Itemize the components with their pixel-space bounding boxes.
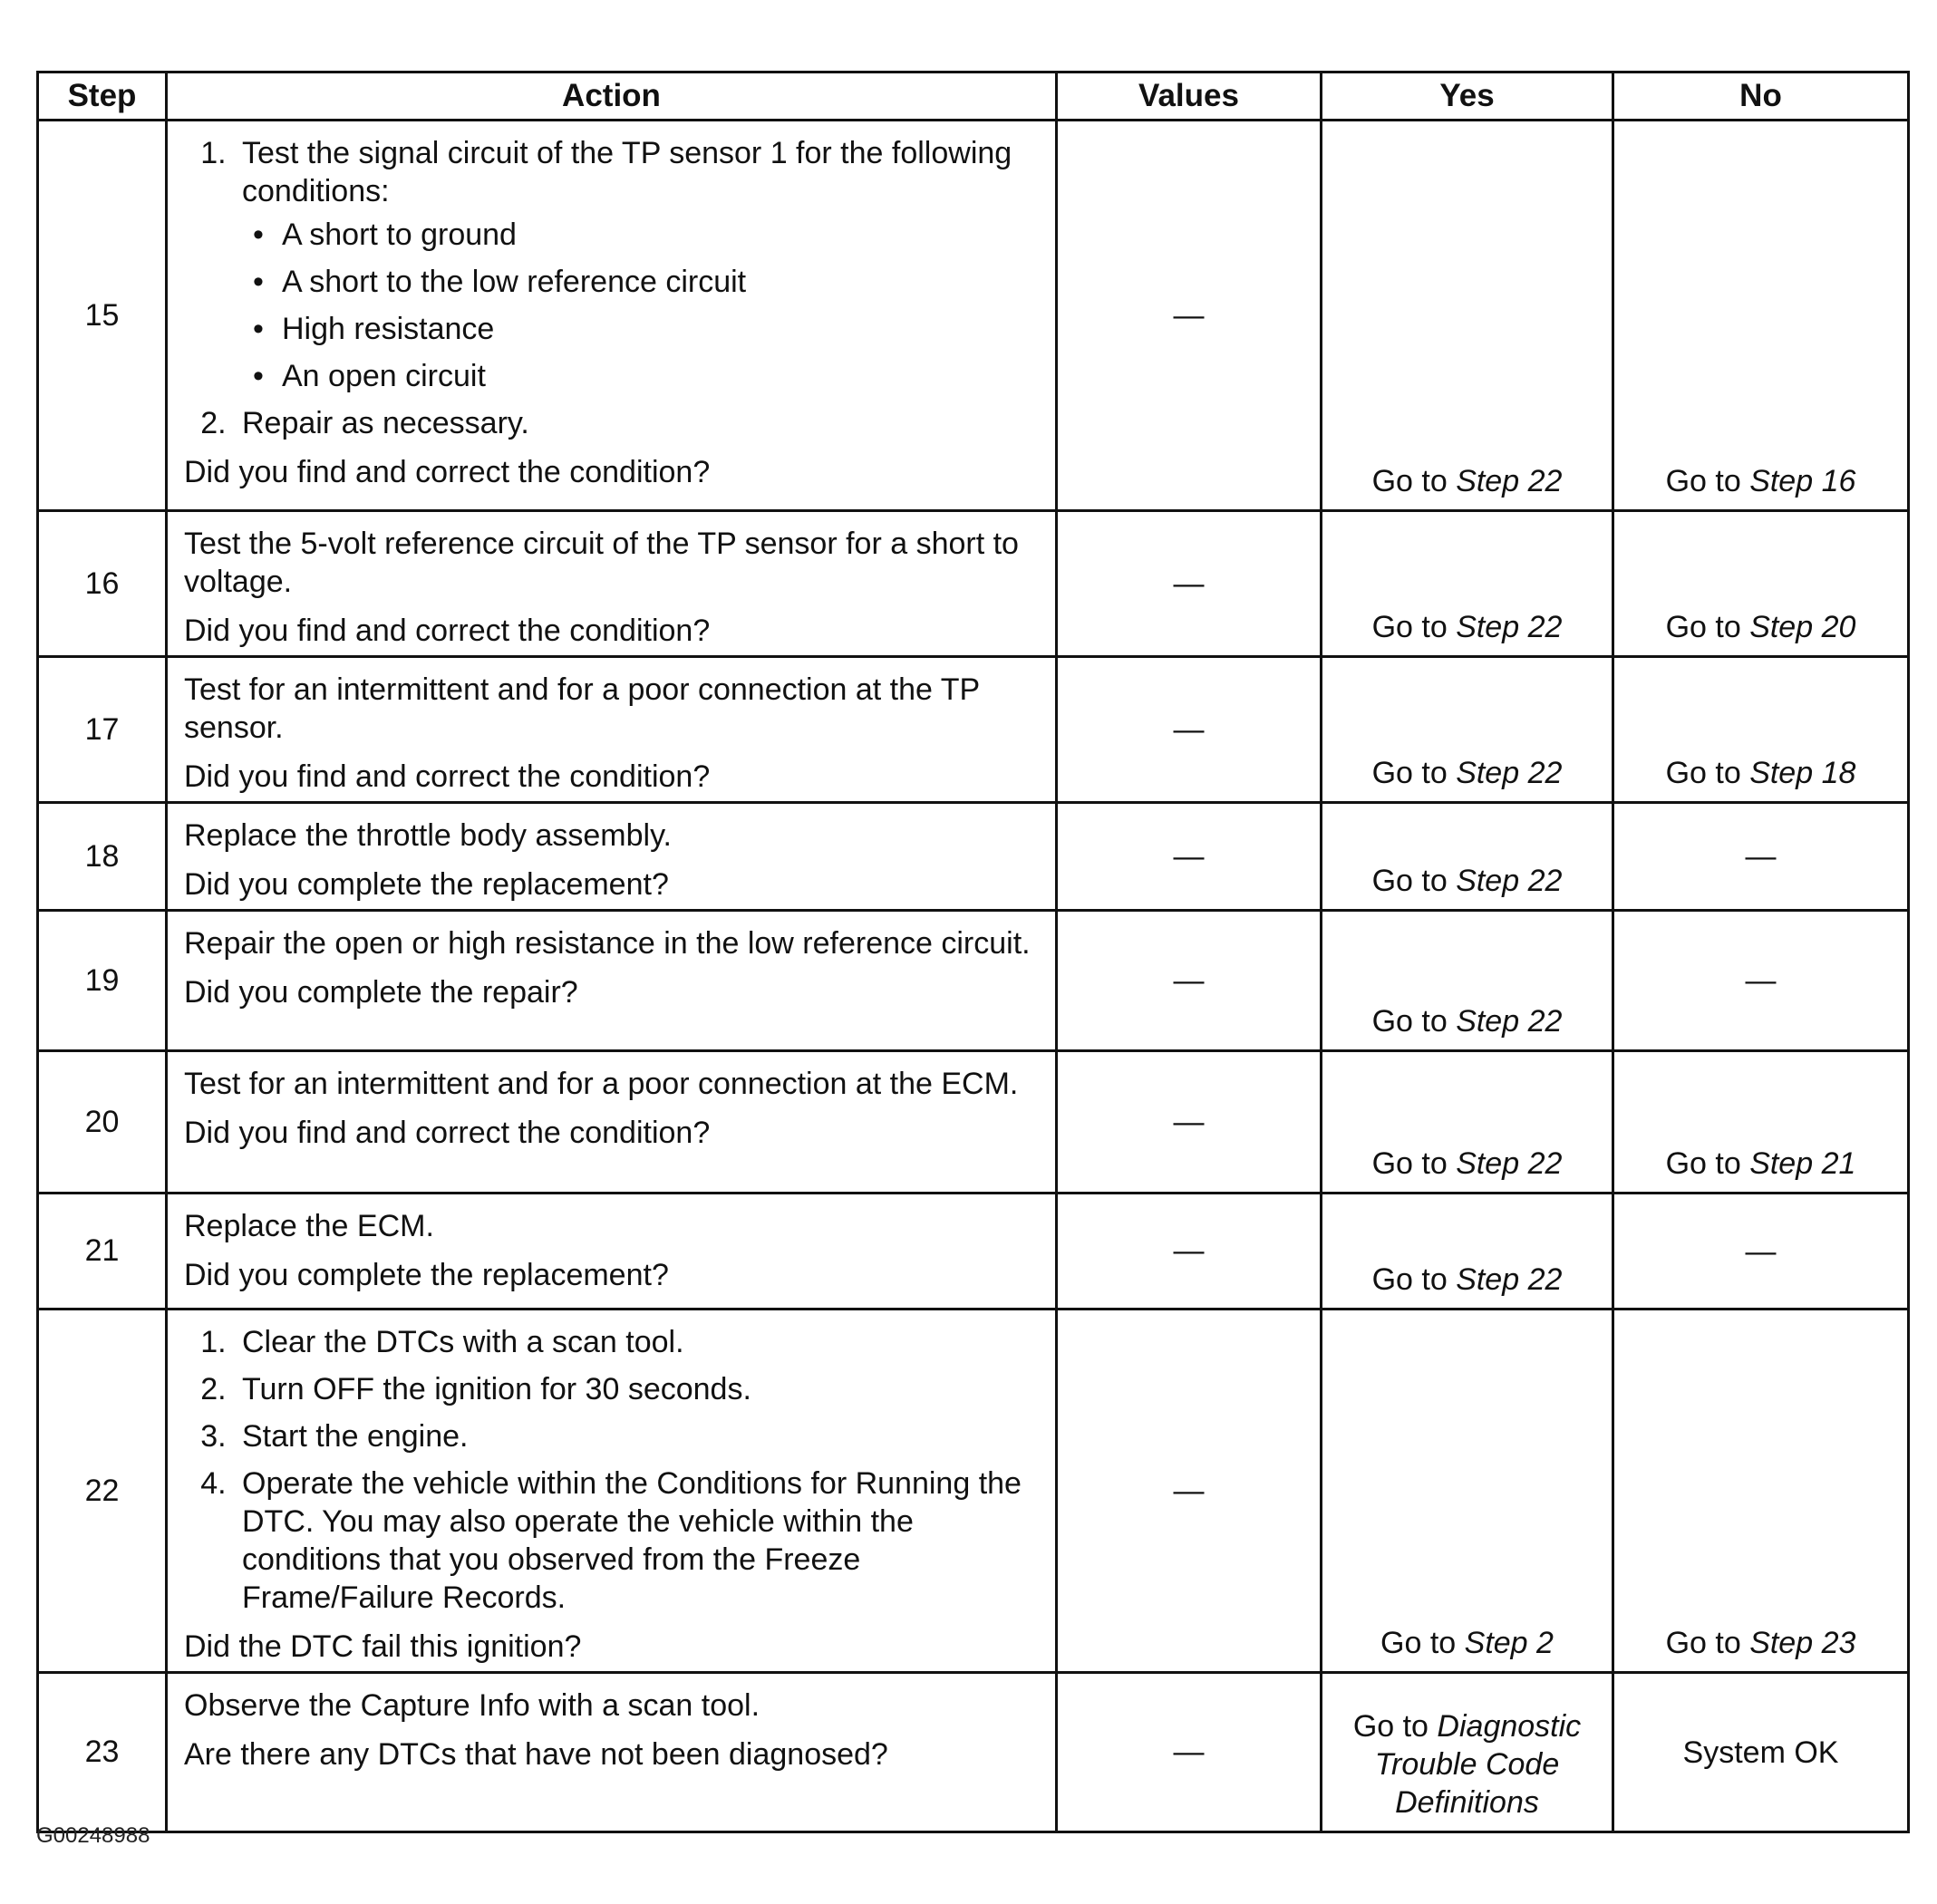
diagnostic-table — [36, 71, 1910, 1833]
goto-prefix: Go to — [1665, 756, 1750, 790]
goto-prefix: Go to — [1371, 756, 1457, 790]
yes-cell — [1322, 911, 1613, 1051]
action-question: Did the DTC fail this ignition? — [184, 1629, 582, 1664]
action-question: Did you complete the replacement? — [184, 867, 669, 902]
values-cell: — — [1057, 121, 1322, 511]
action-cell — [167, 1310, 1057, 1673]
outcome-text: — — [1745, 839, 1777, 874]
action-text: Test for an intermittent and for a poor connection at the ECM. — [184, 1067, 1019, 1101]
action-steps-list — [184, 134, 1041, 442]
goto-prefix: Go to — [1380, 1626, 1465, 1660]
step-reference: Step 22 — [1456, 1146, 1563, 1181]
figure-id: G00248988 — [36, 1823, 150, 1848]
step-number: 20 — [38, 1051, 167, 1194]
values-cell: — — [1057, 657, 1322, 803]
action-question: Did you find and correct the condition? — [184, 614, 711, 648]
action-cell — [167, 1194, 1057, 1310]
action-step-text: Start the engine. — [242, 1419, 469, 1454]
condition-list — [242, 216, 1041, 395]
table-row — [38, 911, 1909, 1051]
diagnostic-table-container — [36, 71, 1907, 1833]
header-values: Values — [1057, 72, 1322, 121]
action-text: Test for an intermittent and for a poor connection at the TP sensor. — [184, 672, 980, 745]
action-step-text: Operate the vehicle within the Conditions for Running the DTC. You may also operate the vehicle within the conditions that you observed from the Freeze Frame/Failure Records. — [242, 1466, 1022, 1615]
no-cell — [1613, 657, 1909, 803]
action-cell — [167, 911, 1057, 1051]
step-number: 19 — [38, 911, 167, 1051]
action-step-item — [235, 1464, 1041, 1617]
step-reference: Step 22 — [1456, 610, 1563, 644]
table-row — [38, 1194, 1909, 1310]
action-step-item — [235, 404, 1041, 442]
yes-cell — [1322, 1673, 1613, 1832]
table-body — [38, 121, 1909, 1832]
action-cell — [167, 511, 1057, 657]
action-text: Replace the ECM. — [184, 1209, 434, 1243]
step-number: 23 — [38, 1673, 167, 1832]
step-reference: Step 20 — [1749, 610, 1856, 644]
header-action: Action — [167, 72, 1057, 121]
table-row — [38, 1310, 1909, 1673]
condition-item: • An open circuit — [282, 357, 1041, 395]
header-step: Step — [38, 72, 167, 121]
step-reference: Diagnostic Trouble Code Definitions — [1374, 1709, 1582, 1820]
yes-cell — [1322, 657, 1613, 803]
action-cell — [167, 121, 1057, 511]
action-text: Observe the Capture Info with a scan tool. — [184, 1688, 760, 1723]
goto-prefix: Go to — [1352, 1709, 1438, 1744]
values-cell: — — [1057, 1310, 1322, 1673]
action-question: Did you complete the replacement? — [184, 1258, 669, 1292]
action-question: Did you find and correct the condition? — [184, 759, 711, 794]
action-cell — [167, 1673, 1057, 1832]
step-reference: Step 18 — [1749, 756, 1856, 790]
step-number: 21 — [38, 1194, 167, 1310]
table-row — [38, 803, 1909, 911]
no-cell — [1613, 803, 1909, 911]
goto-prefix: Go to — [1371, 1146, 1457, 1181]
no-cell — [1613, 1194, 1909, 1310]
no-cell — [1613, 1051, 1909, 1194]
values-cell: — — [1057, 803, 1322, 911]
table-row — [38, 1673, 1909, 1832]
goto-prefix: Go to — [1371, 610, 1457, 644]
yes-cell — [1322, 511, 1613, 657]
step-reference: Step 22 — [1456, 864, 1563, 898]
no-cell — [1613, 1673, 1909, 1832]
step-number: 15 — [38, 121, 167, 511]
action-question: Did you find and correct the condition? — [184, 455, 711, 489]
no-cell — [1613, 121, 1909, 511]
action-step-text: Turn OFF the ignition for 30 seconds. — [242, 1372, 751, 1406]
goto-prefix: Go to — [1665, 1626, 1750, 1660]
step-number: 18 — [38, 803, 167, 911]
action-text: Replace the throttle body assembly. — [184, 818, 672, 853]
yes-cell — [1322, 1194, 1613, 1310]
header-no: No — [1613, 72, 1909, 121]
step-reference: Step 22 — [1456, 1262, 1563, 1297]
values-cell: — — [1057, 1051, 1322, 1194]
action-step-item — [235, 1417, 1041, 1455]
action-step-text: Test the signal circuit of the TP sensor 1 for the following conditions: — [242, 136, 1012, 208]
action-cell — [167, 803, 1057, 911]
yes-cell — [1322, 803, 1613, 911]
outcome-text: — — [1745, 1233, 1777, 1269]
goto-prefix: Go to — [1371, 1004, 1457, 1039]
action-question: Did you complete the repair? — [184, 975, 578, 1010]
table-row — [38, 657, 1909, 803]
table-header-row — [38, 72, 1909, 121]
step-reference: Step 23 — [1749, 1626, 1856, 1660]
action-step-text: Repair as necessary. — [242, 406, 529, 440]
action-steps-list — [184, 1323, 1041, 1617]
outcome-text: — — [1745, 963, 1777, 998]
condition-item: • A short to ground — [282, 216, 1041, 254]
step-reference: Step 16 — [1749, 464, 1856, 498]
step-number: 17 — [38, 657, 167, 803]
no-cell — [1613, 511, 1909, 657]
no-cell — [1613, 1310, 1909, 1673]
table-row — [38, 1051, 1909, 1194]
values-cell: — — [1057, 1194, 1322, 1310]
table-row — [38, 121, 1909, 511]
yes-cell — [1322, 1051, 1613, 1194]
step-number: 16 — [38, 511, 167, 657]
goto-prefix: Go to — [1665, 1146, 1750, 1181]
step-reference: Step 21 — [1749, 1146, 1856, 1181]
goto-prefix: Go to — [1371, 464, 1457, 498]
step-reference: Step 22 — [1456, 464, 1563, 498]
step-reference: Step 22 — [1456, 756, 1563, 790]
yes-cell — [1322, 121, 1613, 511]
action-step-item — [235, 1370, 1041, 1408]
step-reference: Step 2 — [1464, 1626, 1554, 1660]
no-cell — [1613, 911, 1909, 1051]
outcome-text: System OK — [1682, 1735, 1839, 1770]
action-text: Test the 5-volt reference circuit of the TP sensor for a short to voltage. — [184, 527, 1019, 599]
header-yes: Yes — [1322, 72, 1613, 121]
action-step-item — [235, 134, 1041, 395]
action-text: Repair the open or high resistance in the low reference circuit. — [184, 926, 1031, 961]
condition-item: • High resistance — [282, 310, 1041, 348]
table-row — [38, 511, 1909, 657]
values-cell: — — [1057, 1673, 1322, 1832]
goto-prefix: Go to — [1665, 610, 1750, 644]
action-step-text: Clear the DTCs with a scan tool. — [242, 1325, 684, 1359]
goto-prefix: Go to — [1665, 464, 1750, 498]
step-number: 22 — [38, 1310, 167, 1673]
action-step-item — [235, 1323, 1041, 1361]
condition-item: • A short to the low reference circuit — [282, 263, 1041, 301]
action-question: Did you find and correct the condition? — [184, 1116, 711, 1150]
values-cell: — — [1057, 511, 1322, 657]
yes-cell — [1322, 1310, 1613, 1673]
action-question: Are there any DTCs that have not been diagnosed? — [184, 1737, 888, 1772]
values-cell: — — [1057, 911, 1322, 1051]
action-cell — [167, 657, 1057, 803]
action-cell — [167, 1051, 1057, 1194]
goto-prefix: Go to — [1371, 864, 1457, 898]
step-reference: Step 22 — [1456, 1004, 1563, 1039]
goto-prefix: Go to — [1371, 1262, 1457, 1297]
